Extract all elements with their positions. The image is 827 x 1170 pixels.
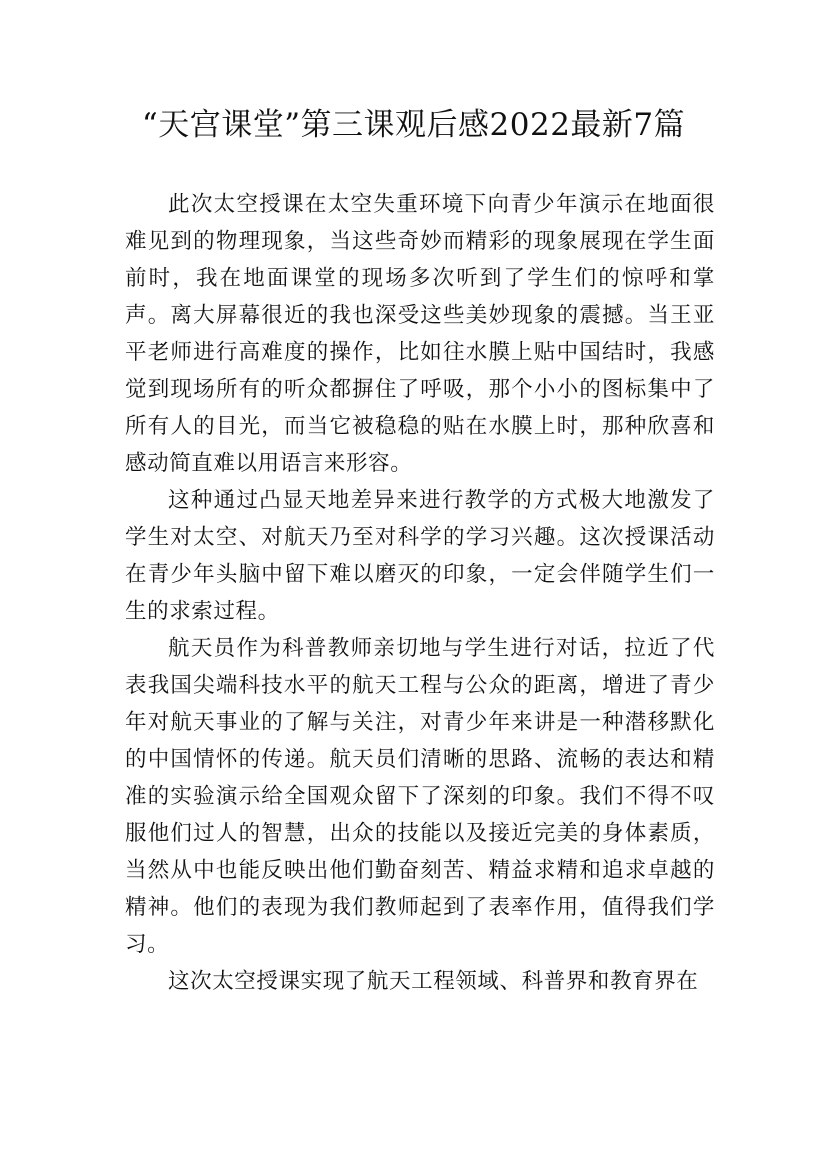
- paragraph-1: 此次太空授课在太空失重环境下向青少年演示在地面很难见到的物理现象，当这些奇妙而精彩的现象展现在学生面前时，我在地面课堂的现场多次听到了学生们的惊呼和掌声。离大屏幕很近的我也深受这些美妙现象的震撼。当王亚平老师进行高难度的操作，比如往水膜上贴中国结时，我感觉到现场所有的听众都摒住了呼吸，那个小小的图标集中了所有人的目光，而当它被稳稳的贴在水膜上时，那种欣喜和感动简直难以用语言来形容。: [125, 192, 715, 476]
- document-title: “天宫课堂”第三课观后感2022最新7篇: [141, 107, 686, 143]
- paragraph-4: 这次太空授课实现了航天工程领域、科普界和教育界在: [168, 969, 699, 994]
- paragraph-3: 航天员作为科普教师亲切地与学生进行对话，拉近了代表我国尖端科技水平的航天工程与公众的距离，增进了青少年对航天事业的了解与关注，对青少年来讲是一种潜移默化的中国情怀的传递。航天员们清晰的思路、流畅的表达和精准的实验演示给全国观众留下了深刻的印象。我们不得不叹服他们过人的智慧，出众的技能以及接近完美的身体素质，当然从中也能反映出他们勤奋刻苦、精益求精和追求卓越的精神。他们的表现为我们教师起到了表率作用，值得我们学习。: [125, 636, 715, 957]
- paragraph-2: 这种通过凸显天地差异来进行教学的方式极大地激发了学生对太空、对航天乃至对科学的学习兴趣。这次授课活动在青少年头脑中留下难以磨灭的印象，一定会伴随学生们一生的求索过程。: [125, 488, 715, 624]
- document-body: [125, 186, 715, 1000]
